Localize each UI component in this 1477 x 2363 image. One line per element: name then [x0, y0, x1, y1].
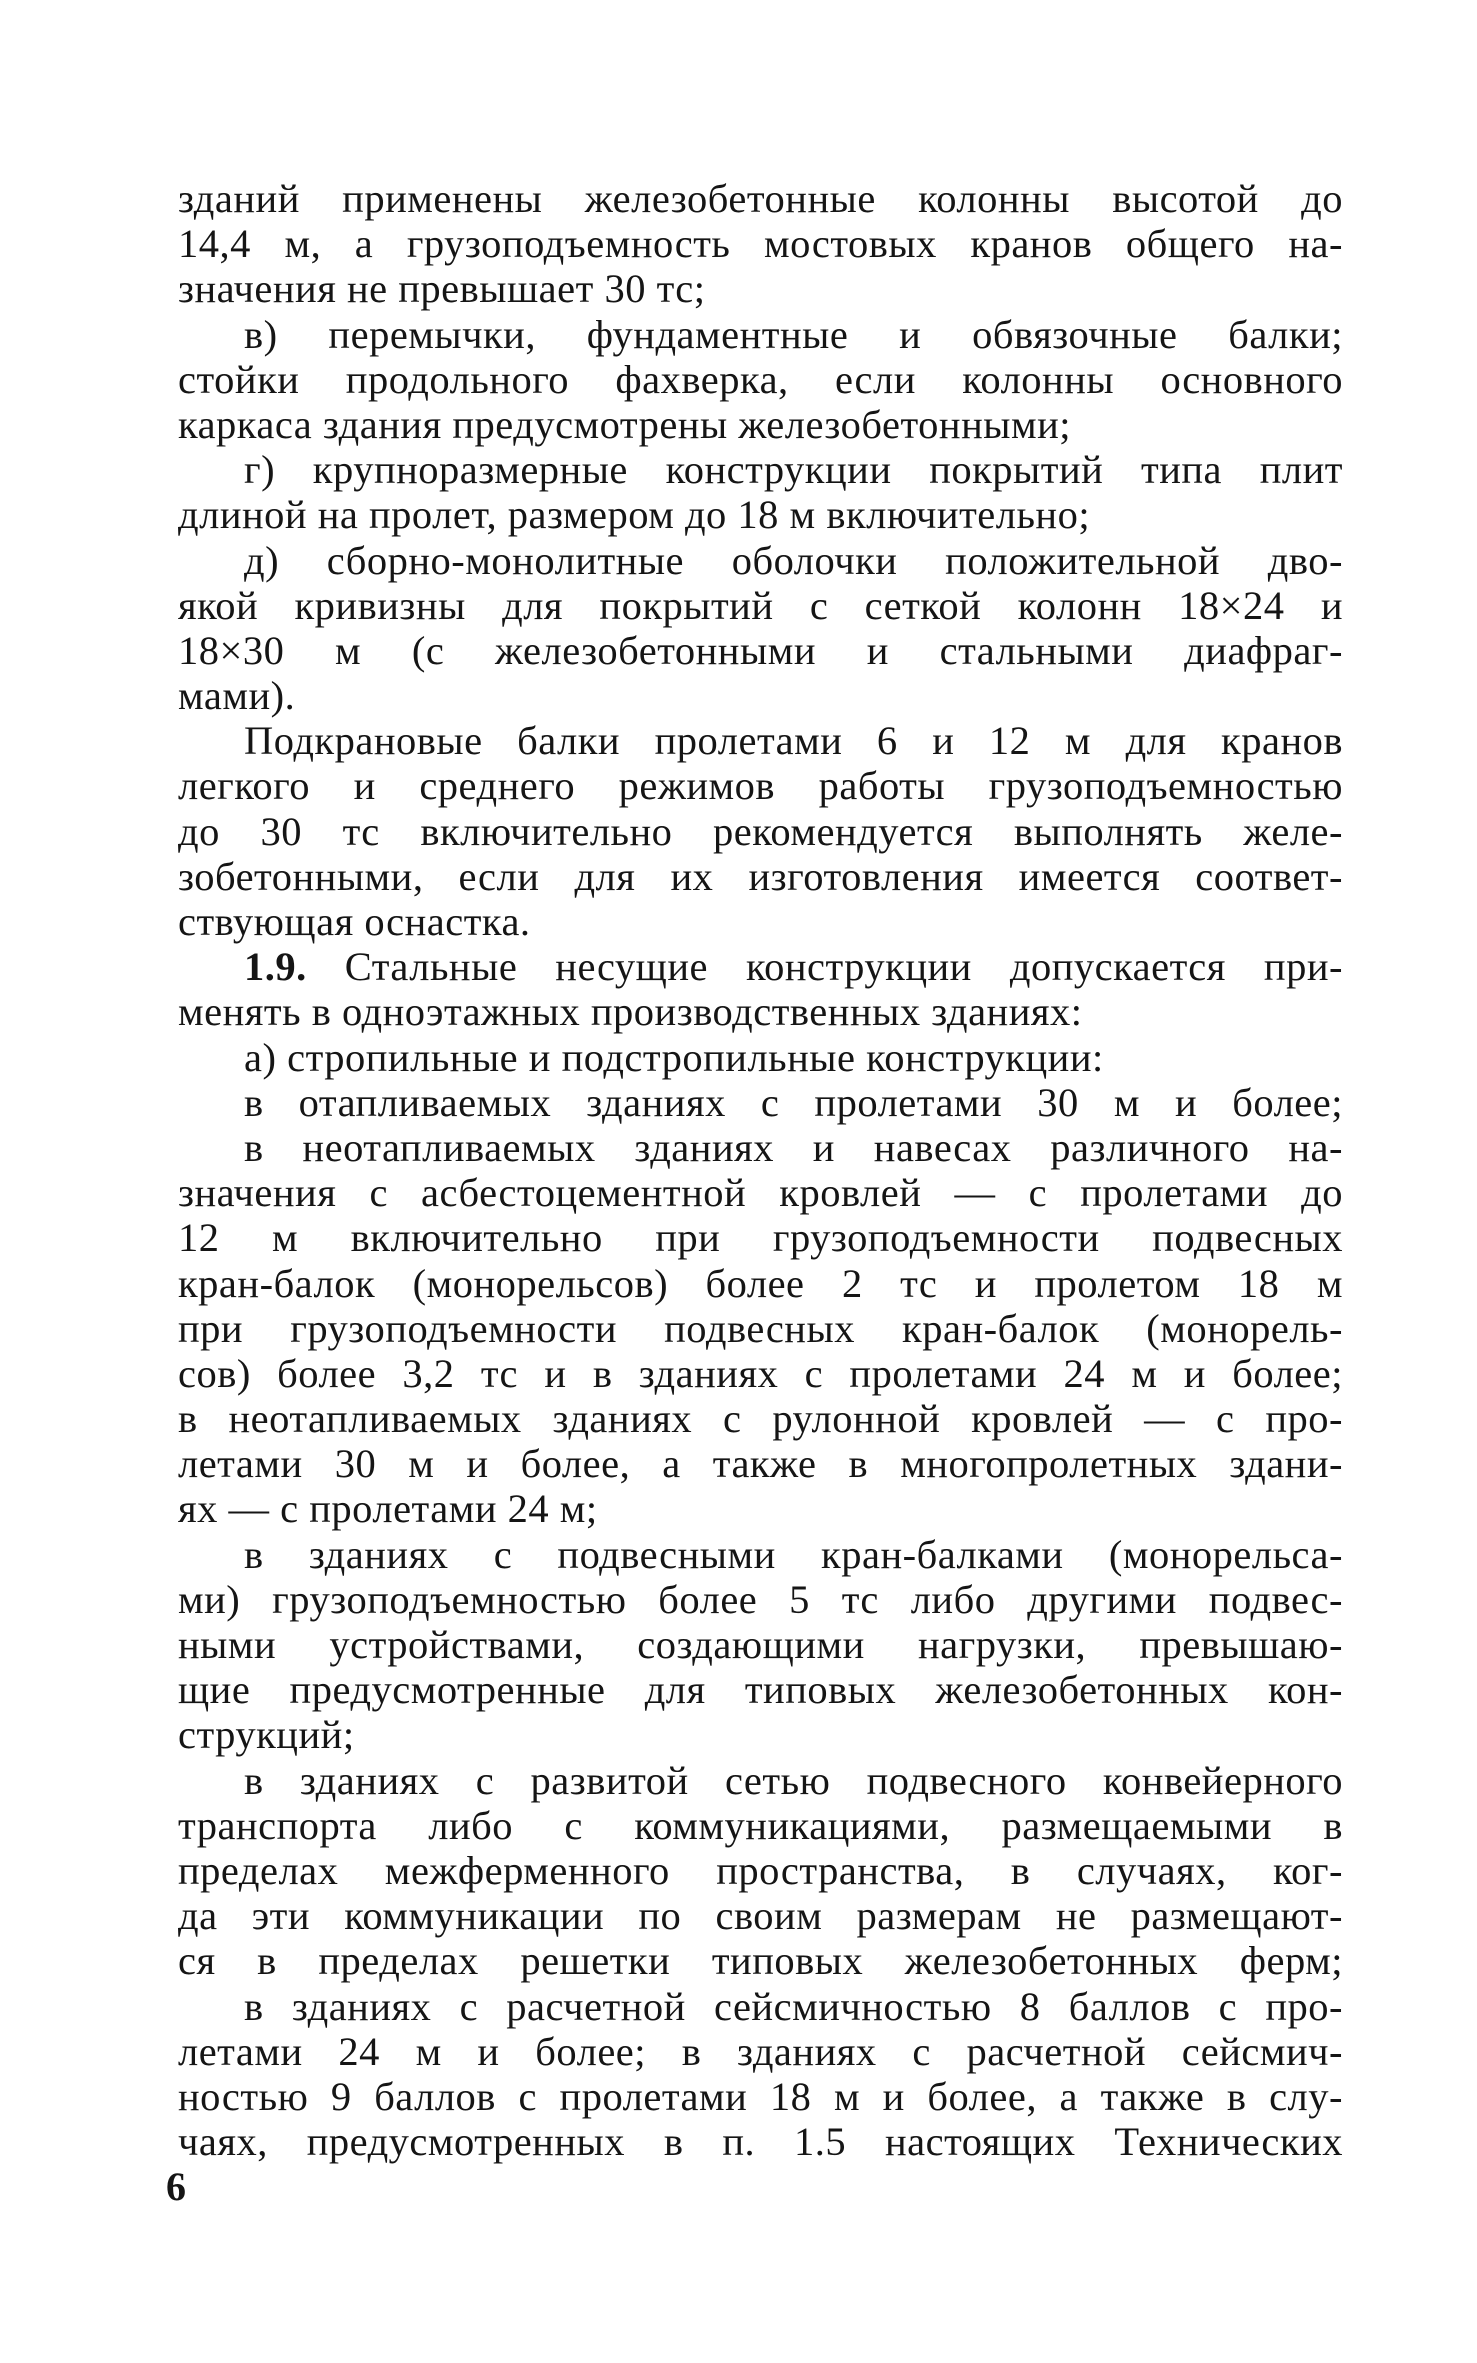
text-line: кран-балок (монорельсов) более 2 тс и пролетом 18 м	[178, 1260, 1343, 1306]
text-line: ми) грузоподъемностью более 5 тс либо другими подвес-	[178, 1576, 1343, 1622]
list-item-d: д) сборно-монолитные оболочки положительной дво-	[244, 537, 1343, 583]
text-line: 18×30 м (с железобетонными и стальными диафраг-	[178, 627, 1343, 673]
text-line: мами).	[178, 673, 296, 719]
text-line: менять в одноэтажных производственных зданиях:	[178, 989, 1083, 1035]
text-line: ными устройствами, создающими нагрузки, превышаю-	[178, 1622, 1343, 1667]
section-1-9-start	[178, 944, 1343, 989]
text-line: транспорта либо с коммуникациями, размещаемыми в	[178, 1802, 1343, 1848]
text-line: зданий применены железобетонные колонны высотой до	[178, 176, 1343, 221]
list-item-v: в) перемычки, фундаментные и обвязочные балки;	[244, 311, 1343, 357]
text-line: до 30 тс включительно рекомендуется выполнять желе-	[178, 808, 1343, 854]
text-line: ствующая оснастка.	[178, 899, 531, 944]
paragraph-start: в зданиях с развитой сетью подвесного конвейерного	[244, 1757, 1343, 1803]
list-item-a: а) стропильные и подстропильные конструкции:	[244, 1034, 1104, 1080]
text-line: летами 30 м и более, а также в многопролетных здани-	[178, 1441, 1343, 1487]
text-line: струкций;	[178, 1712, 355, 1758]
text-line: ся в пределах решетки типовых железобетонных ферм;	[178, 1938, 1343, 1984]
list-item-g: г) крупноразмерные конструкции покрытий типа плит	[244, 447, 1343, 493]
text-line: пределах межферменного пространства, в случаях, ког-	[178, 1847, 1343, 1893]
text-line: значения не превышает 30 тс;	[178, 266, 706, 312]
text-line: в неотапливаемых зданиях с рулонной кровлей — с про-	[178, 1396, 1343, 1442]
paragraph-start: в неотапливаемых зданиях и навесах различного на-	[244, 1124, 1343, 1170]
page-number: 6	[166, 2164, 186, 2209]
text-line: летами 24 м и более; в зданиях с расчетной сейсмич-	[178, 2028, 1343, 2074]
text-line: чаях, предусмотренных в п. 1.5 настоящих Технических	[178, 2119, 1343, 2165]
section-number: 1.9.	[244, 944, 307, 990]
text-line: да эти коммуникации по своим размерам не размещают-	[178, 1893, 1343, 1939]
paragraph-start: в зданиях с расчетной сейсмичностью 8 баллов с про-	[244, 1983, 1343, 2029]
text-line: сов) более 3,2 тс и в зданиях с пролетами 24 м и более;	[178, 1350, 1343, 1396]
section-text: Стальные несущие конструкции допускается при-	[306, 944, 1343, 990]
text-line: щие предусмотренные для типовых железобетонных кон-	[178, 1667, 1343, 1713]
text-line: якой кривизны для покрытий с сеткой колонн 18×24 и	[178, 582, 1343, 628]
text-line: легкого и среднего режимов работы грузоподъемностью	[178, 763, 1343, 809]
text-line: каркаса здания предусмотрены железобетонными;	[178, 401, 1072, 447]
text-line: стойки продольного фахверка, если колонны основного	[178, 356, 1343, 402]
body-text	[178, 176, 1343, 2164]
paragraph-start: Подкрановые балки пролетами 6 и 12 м для кранов	[244, 718, 1343, 764]
text-line: ях — с пролетами 24 м;	[178, 1486, 598, 1532]
text-line: значения с асбестоцементной кровлей — с пролетами до	[178, 1170, 1343, 1216]
text-line: длиной на пролет, размером до 18 м включительно;	[178, 492, 1091, 538]
text-line: при грузоподъемности подвесных кран-балок (монорель-	[178, 1305, 1343, 1351]
text-line: 12 м включительно при грузоподъемности подвесных	[178, 1215, 1343, 1261]
text-line: ностью 9 баллов с пролетами 18 м и более, а также в слу-	[178, 2073, 1343, 2119]
text-line: зобетонными, если для их изготовления имеется соответ-	[178, 853, 1343, 899]
text-line: 14,4 м, а грузоподъемность мостовых кранов общего на-	[178, 221, 1343, 267]
paragraph-start: в зданиях с подвесными кран-балками (монорельса-	[244, 1531, 1343, 1577]
paragraph-start: в отапливаемых зданиях с пролетами 30 м и более;	[244, 1079, 1343, 1125]
